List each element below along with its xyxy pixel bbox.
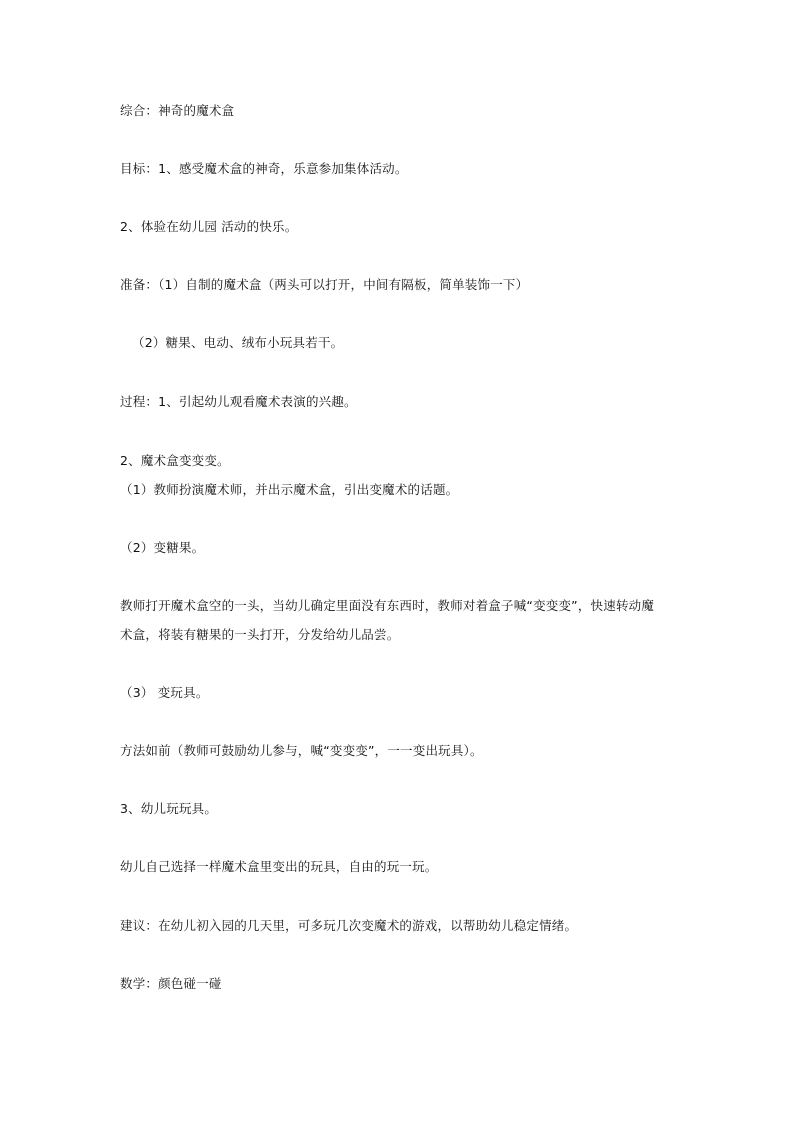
goal-line-1: 目标：1、感受魔术盒的神奇，乐意参加集体活动。 bbox=[120, 161, 408, 176]
process-step-1: （1）教师扮演魔术师，并出示魔术盒，引出变魔术的话题。 bbox=[120, 482, 459, 497]
suggestion-line: 建议：在幼儿初入园的几天里，可多玩几次变魔术的游戏，以帮助幼儿稳定情绪。 bbox=[120, 918, 578, 933]
goal-line-2: 2、体验在幼儿园 活动的快乐。 bbox=[120, 219, 298, 234]
section-title-magic-box: 综合：神奇的魔术盒 bbox=[120, 103, 235, 118]
process-line-3: 3、幼儿玩玩具。 bbox=[120, 801, 218, 816]
process-line-1: 过程：1、引起幼儿观看魔术表演的兴趣。 bbox=[120, 394, 357, 409]
section-title-math: 数学：颜色碰一碰 bbox=[120, 976, 222, 991]
toy-method-line: 方法如前（教师可鼓励幼儿参与，喊“变变变”，一一变出玩具）。 bbox=[120, 743, 483, 758]
prep-line-2: （2）糖果、电动、绒布小玩具若干。 bbox=[132, 335, 344, 350]
process-line-2: 2、魔术盒变变变。 bbox=[120, 453, 230, 468]
prep-line-1: 准备：（1）自制的魔术盒（两头可以打开，中间有隔板，简单装饰一下） bbox=[120, 277, 529, 292]
free-play-line: 幼儿自己选择一样魔术盒里变出的玩具，自由的玩一玩。 bbox=[120, 859, 438, 874]
candy-paragraph-line-1: 教师打开魔术盒空的一头，当幼儿确定里面没有东西时，教师对着盒子喊“变变变”，快速转动魔 bbox=[120, 598, 655, 613]
process-step-3: （3） 变玩具。 bbox=[120, 685, 209, 700]
process-step-2: （2）变糖果。 bbox=[120, 540, 205, 555]
candy-paragraph-line-2: 术盒，将装有糖果的一头打开，分发给幼儿品尝。 bbox=[120, 627, 400, 642]
